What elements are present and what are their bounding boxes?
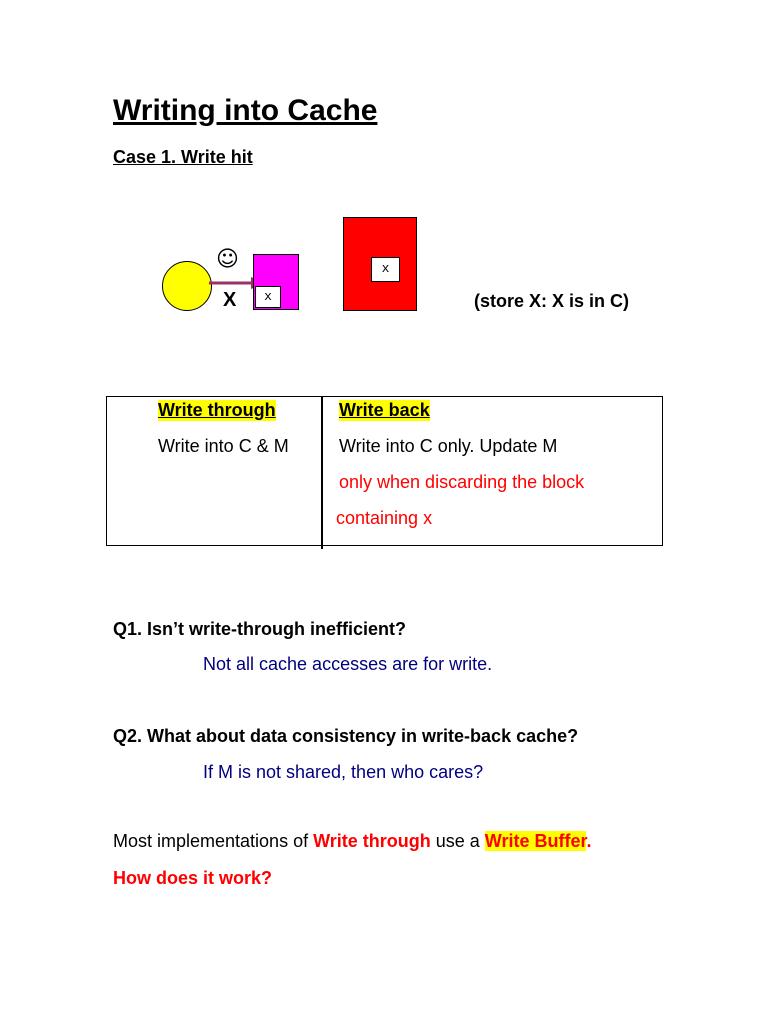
how-question: How does it work? xyxy=(113,868,273,888)
memory-block: x xyxy=(371,257,400,282)
processor-circle xyxy=(162,261,212,311)
question-1: Q1. Isn’t write-through inefficient? xyxy=(113,619,407,639)
write-through-cell: Write into C & M xyxy=(158,436,289,456)
table-divider xyxy=(321,396,323,549)
x-label: X xyxy=(223,289,237,311)
case-heading: Case 1. Write hit xyxy=(113,147,253,167)
header-write-through: Write through xyxy=(158,400,276,420)
smiley-icon: ☺ xyxy=(216,247,239,272)
statement-write-through: Write through xyxy=(313,831,431,851)
statement-middle: use a xyxy=(430,831,485,851)
question-2: Q2. What about data consistency in write-back cache? xyxy=(113,726,579,746)
write-back-note-1: only when discarding the block xyxy=(339,472,585,492)
statement-write-buffer: Write Buffer xyxy=(484,831,587,851)
header-write-back: Write back xyxy=(339,400,430,420)
statement-period: . xyxy=(586,831,592,851)
write-back-cell: Write into C only. Update M xyxy=(339,436,558,456)
page-title: Writing into Cache xyxy=(113,94,378,127)
write-buffer-statement xyxy=(113,831,592,852)
statement-prefix: Most implementations of xyxy=(113,831,314,851)
cache-block: x xyxy=(255,286,281,308)
write-back-note-2: containing x xyxy=(336,508,433,528)
answer-2: If M is not shared, then who cares? xyxy=(203,762,484,782)
answer-1: Not all cache accesses are for write. xyxy=(203,654,493,674)
store-note: (store X: X is in C) xyxy=(474,291,630,311)
